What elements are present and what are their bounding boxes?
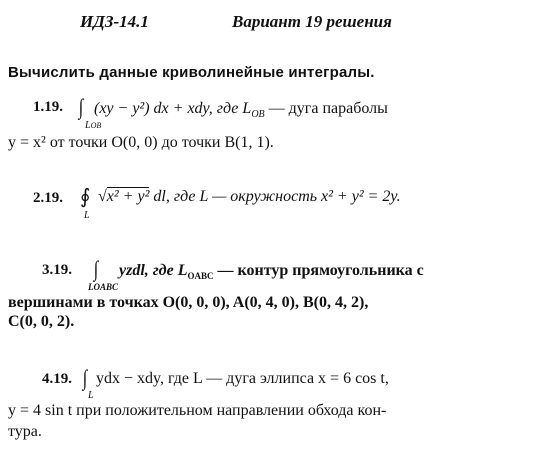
problem-1-limit: LOB (85, 120, 102, 131)
problem-4-line-3: тура. (8, 423, 42, 440)
problem-3-line-3: C(0, 0, 2). (8, 313, 75, 330)
integral-sign-icon-4: ∫ (82, 365, 88, 390)
problem-4-number: 4.19. (42, 371, 72, 387)
problem-3-number: 3.19. (42, 262, 72, 278)
problem-3-line-1: yzdl, где $L_{OABC}$ — контур прямоугольника с (119, 262, 424, 282)
problem-1-line-1: (xy − y²) dx + xdy, где $L_{OB}$ — дуга параболы (94, 100, 388, 121)
integral-sign-icon-3: ∫ (93, 256, 99, 281)
problem-4-line-2: y = 4 sin t при положительном направлении обхода кон- (8, 402, 387, 419)
problem-3-limit: LOABC (88, 282, 119, 292)
problem-4-limit: L (88, 390, 94, 401)
header-left: ИДЗ-14.1 (80, 12, 149, 31)
integral-sign-icon: ∫ (78, 94, 84, 119)
contour-integral-icon: ∮ (80, 186, 91, 208)
intro-text: Вычислить данные криволинейные интегралы. (8, 64, 375, 81)
problem-1-line-2: y = x² от точки O(0, 0) до точки B(1, 1). (8, 134, 274, 151)
problem-2-number: 2.19. (33, 190, 63, 206)
problem-2-line-1: √x² + y² dl, где L — окружность x² + y² = 2y. (98, 188, 401, 205)
header-right: Вариант 19 решения (232, 12, 392, 31)
problem-3-line-2: вершинами в точках O(0, 0, 0), A(0, 4, 0), B(0, 4, 2), (8, 294, 369, 311)
problem-1-number: 1.19. (33, 99, 63, 115)
problem-2-limit: L (84, 210, 90, 221)
problem-4-line-1: ydx − xdy, где L — дуга эллипса x = 6 cos t, (96, 370, 389, 387)
